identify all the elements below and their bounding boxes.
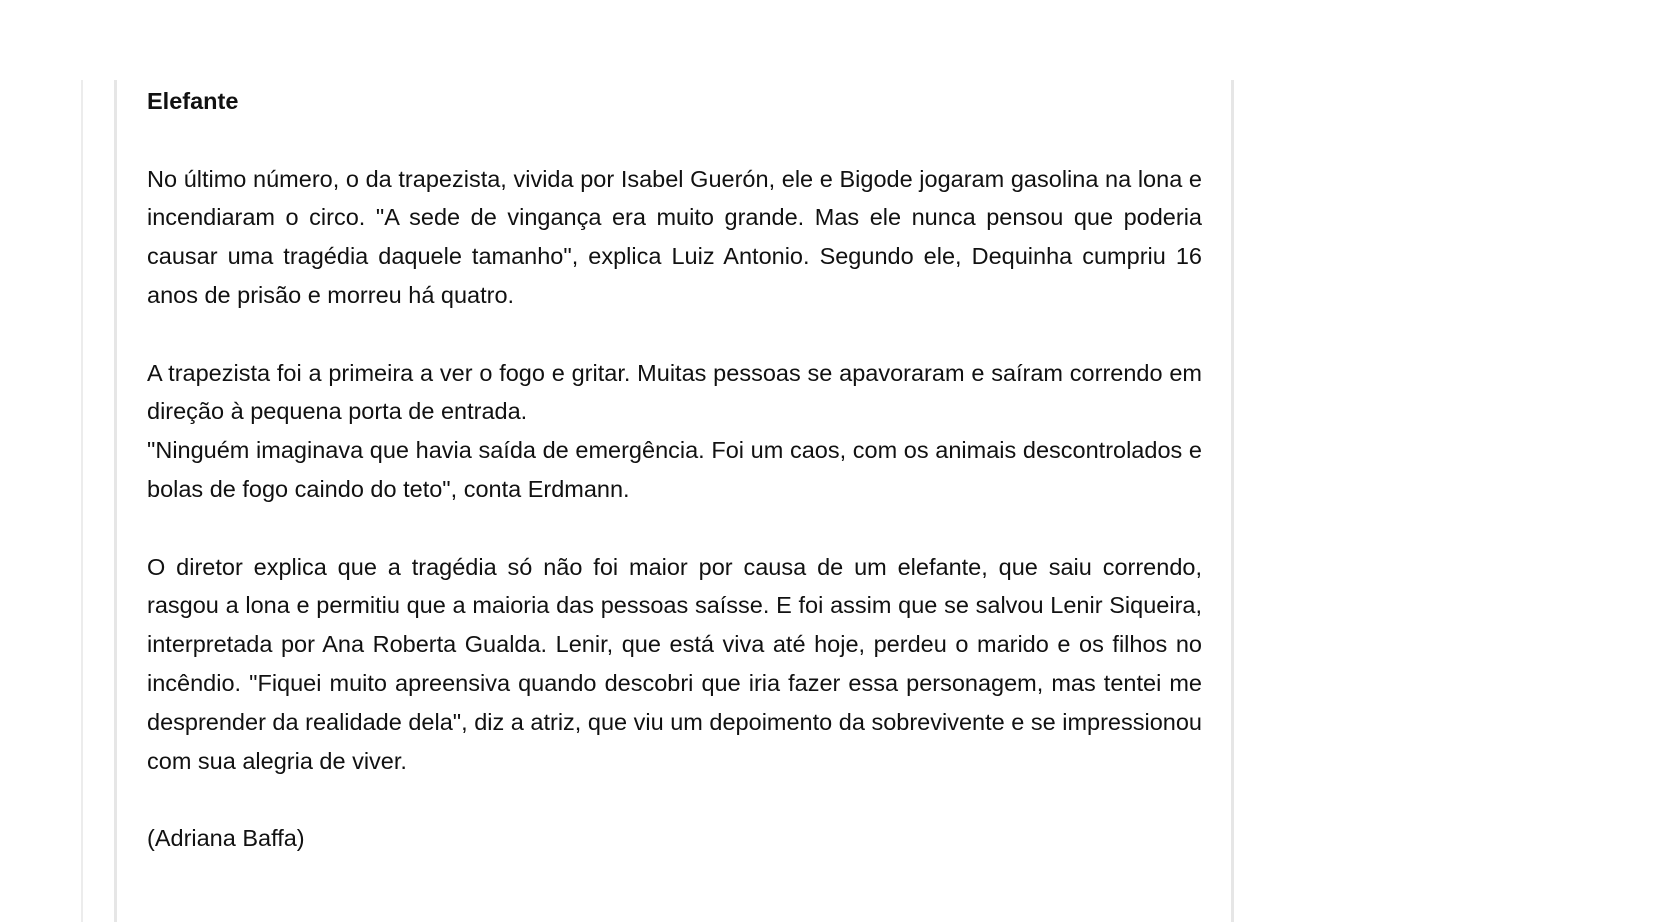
paragraph-fire: No último número, o da trapezista, vivida por Isabel Guerón, ele e Bigode jogaram gasolina na lona e incendiaram o circo. "A sede de vingança era muito grande. Mas ele nunca pensou que poderia causar uma tragédia daquele tamanho", explica Luiz Antonio. Segundo ele, Dequinha cumpriu 16 anos de prisão e morreu há quatro. (147, 165, 1202, 308)
paragraph-elephant: O diretor explica que a tragédia só não foi maior por causa de um elefante, que saiu correndo, rasgou a lona e permitiu que a maioria das pessoas saísse. E foi assim que se salvou Lenir Siqueira, interpretada por Ana Roberta Gualda. Lenir, que está viva até hoje, perdeu o marido e os filhos no incêndio. "Fiquei muito apreensiva quando descobri que iria fazer essa personagem, mas tentei me desprender da realidade dela", diz a atriz, que viu um depoimento da sobrevivente e se impressionou com sua alegria de viver. (147, 553, 1202, 774)
paragraph-trapeze: A trapezista foi a primeira a ver o fogo e gritar. Muitas pessoas se apavoraram e saíram correndo em direção à pequena porta de entrada. (147, 359, 1202, 425)
paragraph-quote-erdmann: "Ninguém imaginava que havia saída de emergência. Foi um caos, com os animais descontrolados e bolas de fogo caindo do teto", conta Erdmann. (147, 437, 1202, 502)
right-margin-rule (1231, 80, 1234, 922)
article-body (147, 82, 1202, 858)
author-credit: (Adriana Baffa) (147, 825, 305, 852)
section-heading: Elefante (147, 88, 239, 114)
left-margin-rule-outer (81, 80, 83, 922)
left-margin-rule-inner (114, 80, 117, 922)
